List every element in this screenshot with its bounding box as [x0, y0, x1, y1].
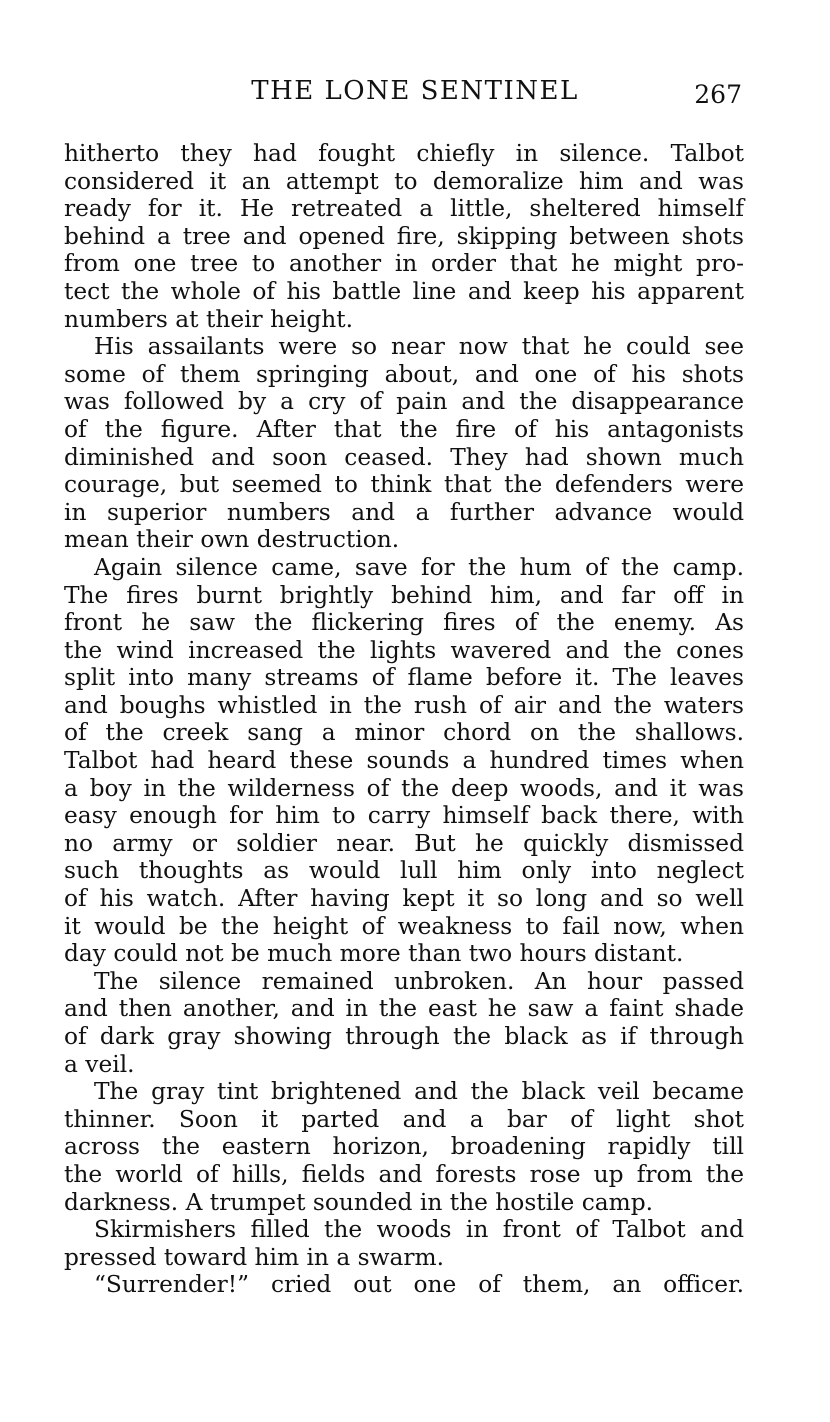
text-line: such thoughts as would lull him only into neglect: [64, 857, 744, 885]
text-line: darkness. A trumpet sounded in the hostile camp.: [64, 1188, 654, 1216]
text-line: of dark gray showing through the black as if through: [64, 1023, 744, 1050]
text-line: the wind increased the lights wavered and the cones: [64, 636, 744, 664]
text-line: the world of hills, fields and forests rose up from the: [64, 1160, 744, 1188]
text-line: no army or soldier near. But he quickly dismissed: [64, 829, 744, 857]
text-line: some of them springing about, and one of his shots: [64, 360, 744, 388]
text-line: Skirmishers filled the woods in front of Talbot and: [94, 1216, 744, 1244]
text-line: “Surrender!” cried out one of them, an officer.: [94, 1271, 744, 1299]
text-line: in superior numbers and a further advance would: [64, 498, 744, 526]
text-line: pressed toward him in a swarm.: [64, 1243, 445, 1271]
text-line: from one tree to another in order that he might pro-: [64, 250, 744, 278]
text-line: of the figure. After that the fire of his antagonists: [64, 415, 744, 443]
text-line: The fires burnt brightly behind him, and far off in: [64, 581, 744, 609]
text-line: Again silence came, save for the hum of the camp.: [94, 553, 744, 581]
text-line: across the eastern horizon, broadening rapidly till: [64, 1133, 744, 1161]
text-line: thinner. Soon it parted and a bar of light shot: [64, 1105, 744, 1133]
text-line: His assailants were so near now that he could see: [94, 333, 744, 361]
text-line: mean their own destruction.: [64, 526, 400, 554]
text-line: hitherto they had fought chiefly in silence. Talbot: [64, 140, 744, 167]
text-line: tect the whole of his battle line and keep his apparent: [64, 277, 744, 305]
text-line: of his watch. After having kept it so long and so well: [64, 885, 744, 913]
text-line: behind a tree and opened fire, skipping between shots: [64, 222, 744, 250]
text-line: a boy in the wilderness of the deep woods, and it was: [64, 774, 744, 802]
text-line: and then another, and in the east he saw a faint shade: [64, 995, 744, 1023]
text-line: Talbot had heard these sounds a hundred times when: [64, 747, 744, 775]
text-line: day could not be much more than two hours distant.: [64, 940, 684, 968]
text-line: and boughs whistled in the rush of air and the waters: [64, 691, 744, 719]
body-text: [64, 140, 744, 1299]
text-line: front he saw the flickering fires of the enemy. As: [64, 609, 744, 637]
page-number: 267: [694, 80, 742, 109]
text-line: split into many streams of flame before it. The leaves: [64, 664, 744, 692]
text-line: numbers at their height.: [64, 305, 354, 333]
text-line: easy enough for him to carry himself back there, with: [64, 802, 744, 830]
text-line: The gray tint brightened and the black veil became: [94, 1078, 744, 1106]
text-line: was followed by a cry of pain and the disappearance: [64, 388, 744, 416]
text-line: considered it an attempt to demoralize him and was: [64, 167, 744, 195]
text-line: it would be the height of weakness to fail now, when: [64, 912, 744, 940]
text-line: a veil.: [64, 1050, 135, 1078]
text-line: of the creek sang a minor chord on the shallows.: [64, 719, 744, 747]
text-line: courage, but seemed to think that the defenders were: [64, 471, 744, 499]
running-header: [0, 74, 830, 110]
running-title: THE LONE SENTINEL: [251, 76, 579, 106]
text-line: The silence remained unbroken. An hour passed: [94, 967, 744, 995]
text-line: ready for it. He retreated a little, sheltered himself: [64, 195, 744, 223]
text-line: diminished and soon ceased. They had shown much: [64, 443, 744, 471]
